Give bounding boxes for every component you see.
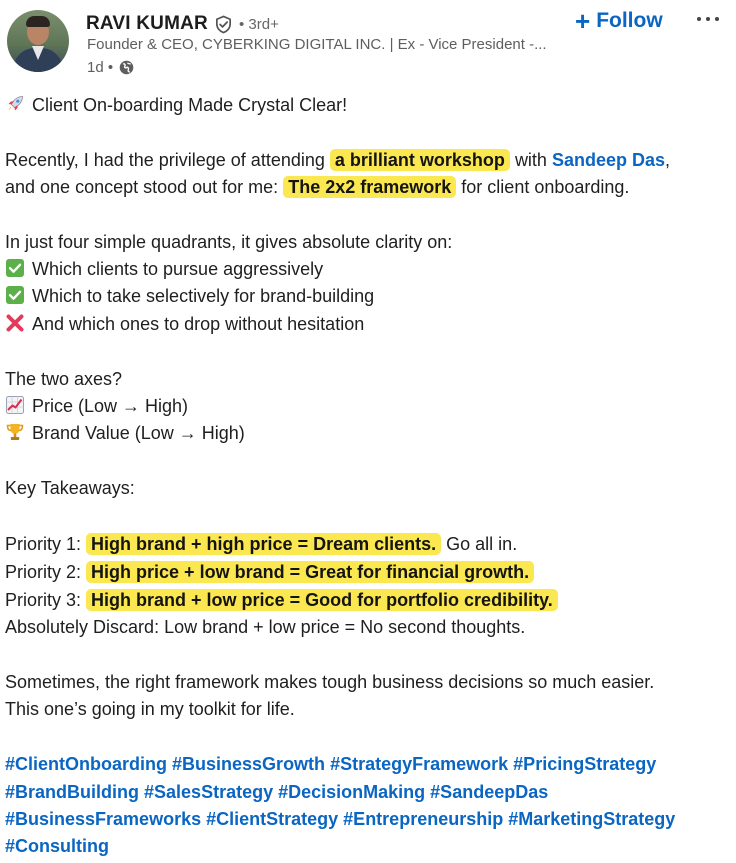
post-paragraph-line: This one’s going in my toolkit for life.	[5, 699, 295, 719]
hashtag-link[interactable]: #Entrepreneurship	[343, 809, 504, 829]
post-meta	[87, 57, 135, 77]
hashtag-row	[5, 780, 548, 804]
post-paragraph-line: Sometimes, the right framework makes tough business decisions so much easier.	[5, 672, 655, 692]
highlight: High brand + high price = Dream clients.	[86, 533, 441, 555]
list-item: And which ones to drop without hesitation	[5, 312, 364, 336]
hashtag-row	[5, 807, 675, 831]
list-item: Which clients to pursue aggressively	[5, 257, 323, 281]
highlight: a brilliant workshop	[330, 149, 510, 171]
hashtag-link[interactable]: #Consulting	[5, 836, 109, 856]
trophy-icon	[5, 422, 25, 442]
post-paragraph-line: In just four simple quadrants, it gives absolute clarity on:	[5, 232, 453, 252]
author-row	[86, 10, 279, 38]
verified-shield-icon	[214, 15, 233, 34]
priority-line: Priority 2: High price + low brand = Great for financial growth.	[5, 560, 534, 584]
hashtag-link[interactable]: #SalesStrategy	[144, 782, 274, 802]
hashtag-link[interactable]: #StrategyFramework	[330, 754, 509, 774]
author-avatar[interactable]	[7, 10, 69, 72]
hashtag-row	[5, 834, 109, 858]
rocket-icon	[5, 94, 25, 114]
follow-button[interactable]: + Follow	[575, 6, 663, 36]
list-item: Price (Low → High)	[5, 394, 188, 418]
connection-degree: • 3rd+	[238, 15, 279, 33]
hashtag-row	[5, 752, 656, 776]
more-options-button[interactable]	[694, 8, 722, 30]
hashtag-link[interactable]: #BrandBuilding	[5, 782, 139, 802]
highlight: High brand + low price = Good for portfolio credibility.	[86, 589, 558, 611]
list-item: Brand Value (Low → High)	[5, 421, 245, 445]
chart-increasing-icon	[5, 395, 25, 415]
hashtag-link[interactable]: #ClientStrategy	[206, 809, 339, 829]
list-item: Which to take selectively for brand-building	[5, 284, 374, 308]
hashtag-link[interactable]: #BusinessGrowth	[172, 754, 326, 774]
highlight: High price + low brand = Great for financial growth.	[86, 561, 534, 583]
hashtag-link[interactable]: #MarketingStrategy	[508, 809, 676, 829]
post-paragraph-line: Recently, I had the privilege of attending a brilliant workshop with Sandeep Das,	[5, 150, 671, 170]
hashtag-link[interactable]: #PricingStrategy	[513, 754, 657, 774]
priority-line: Priority 3: High brand + low price = Good for portfolio credibility.	[5, 588, 558, 612]
check-box-icon	[5, 285, 25, 305]
post-paragraph-line: and one concept stood out for me: The 2x2 framework for client onboarding.	[5, 177, 630, 197]
priority-line: Priority 1: High brand + high price = Dream clients. Go all in.	[5, 534, 518, 554]
mention-link[interactable]: Sandeep Das	[551, 150, 666, 170]
post-headline: Client On-boarding Made Crystal Clear!	[5, 93, 347, 117]
ellipsis-icon	[697, 17, 701, 21]
hashtag-link[interactable]: #DecisionMaking	[278, 782, 426, 802]
cross-mark-icon	[5, 313, 25, 333]
author-headline: Founder & CEO, CYBERKING DIGITAL INC. | Ex - Vice President -...	[87, 36, 547, 53]
check-box-icon	[5, 258, 25, 278]
post-paragraph-line: Key Takeaways:	[5, 478, 135, 498]
hashtag-link[interactable]: #BusinessFrameworks	[5, 809, 202, 829]
post-paragraph-line: The two axes?	[5, 369, 123, 389]
globe-icon	[118, 59, 135, 76]
plus-icon: +	[575, 6, 591, 36]
hashtag-link[interactable]: #SandeepDas	[430, 782, 549, 802]
highlight: The 2x2 framework	[283, 176, 456, 198]
priority-line: Absolutely Discard: Low brand + low price = No second thoughts.	[5, 617, 526, 637]
author-name[interactable]: RAVI KUMAR	[86, 13, 208, 34]
hashtag-link[interactable]: #ClientOnboarding	[5, 754, 167, 774]
post-time: 1d •	[87, 58, 114, 76]
